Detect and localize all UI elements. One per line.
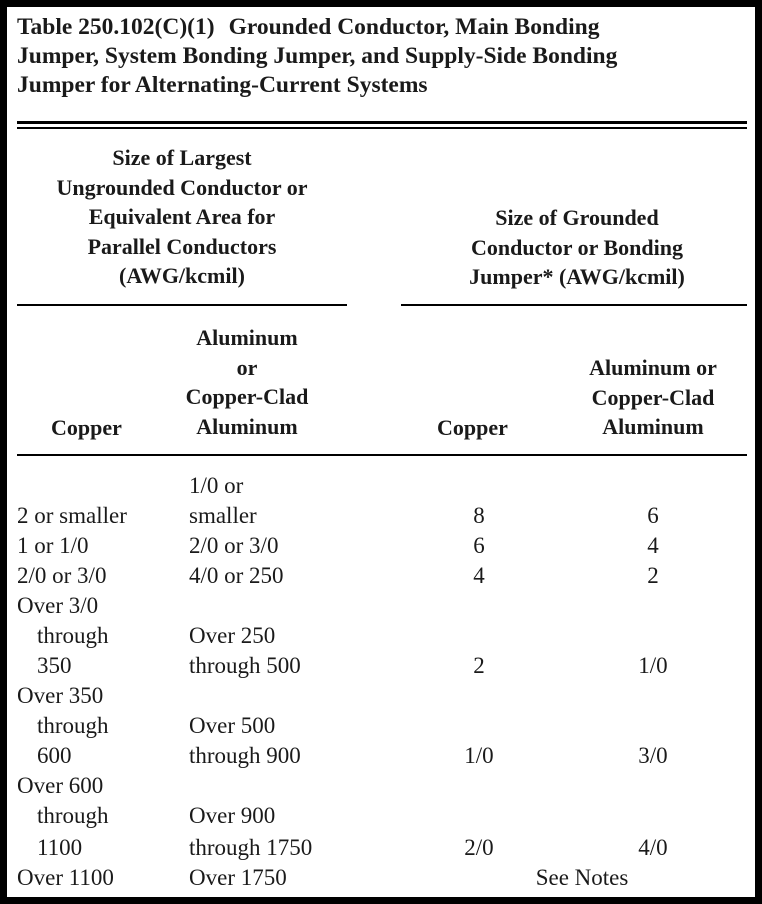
table-cell: 3/0 <box>638 743 668 768</box>
table-cell: Over 1750 <box>189 865 287 890</box>
table-cell: 4 <box>647 533 659 558</box>
col-header-line: Copper-Clad <box>185 384 309 409</box>
table-number: Table 250.102(C)(1) <box>17 14 215 40</box>
col-header-line: Copper-Clad <box>591 384 715 410</box>
table-cell: through 500 <box>189 653 301 678</box>
table-cell: Over 250 <box>189 623 276 648</box>
table-cell: 4 <box>473 563 485 588</box>
table-cell: 4/0 <box>638 835 668 860</box>
table-cell: 350 <box>37 653 72 678</box>
table-title <box>17 13 745 100</box>
table-cell: 1/0 <box>464 743 494 768</box>
table-cell: 8 <box>473 503 485 528</box>
table-cell: 2 or smaller <box>17 503 127 528</box>
table-cell: 2 <box>473 653 485 678</box>
table-cell: Over 1100 <box>17 865 114 890</box>
col-header-aluminum-ungrounded <box>177 323 317 441</box>
group-rule-left <box>17 304 347 306</box>
group-header-left-line: Equivalent Area for <box>88 204 276 229</box>
table-cell: 1 or 1/0 <box>17 533 89 558</box>
group-header-left-line: Parallel Conductors <box>87 233 277 259</box>
table-cell: Over 3/0 <box>17 593 99 618</box>
table-cell: smaller <box>189 503 257 528</box>
table-cell: 6 <box>647 503 659 528</box>
col-header-line: Aluminum <box>196 413 298 439</box>
table-cell: Over 600 <box>17 773 104 798</box>
table-cell: 4/0 or 250 <box>189 563 284 588</box>
table-cell: Over 500 <box>189 713 276 738</box>
table-cell: 1/0 or <box>189 473 244 498</box>
col-header-line: Aluminum <box>196 325 298 350</box>
table-cell: 1/0 <box>638 653 668 678</box>
see-notes-cell: See Notes <box>535 865 629 890</box>
table-cell: 1100 <box>37 835 83 860</box>
header-bottom-rule <box>17 454 747 456</box>
title-line-2: Jumper, System Bonding Jumper, and Supply-Side Bonding <box>17 43 618 69</box>
group-header-right-line: Conductor or Bonding <box>471 234 683 260</box>
title-line-3: Jumper for Alternating-Current Systems <box>17 72 428 98</box>
table-cell: through <box>37 623 109 648</box>
col-header-copper-ungrounded: Copper <box>51 415 122 440</box>
group-header-ungrounded <box>17 143 347 291</box>
col-header-line: Aluminum or <box>589 355 717 380</box>
group-header-left-line: Size of Largest <box>112 145 252 170</box>
table-cell: through <box>37 713 109 738</box>
col-header-line: or <box>236 354 258 380</box>
table-cell: 2/0 <box>464 835 494 860</box>
col-header-line: Aluminum <box>602 414 704 439</box>
title-line-1: Grounded Conductor, Main Bonding <box>228 14 600 40</box>
table-cell: 2/0 or 3/0 <box>17 563 107 588</box>
table-cell: through 1750 <box>189 835 313 860</box>
col-header-aluminum-grounded <box>567 353 739 442</box>
group-header-left-line: (AWG/kcmil) <box>119 263 245 288</box>
table-cell: 6 <box>473 533 485 558</box>
group-header-right-line: Jumper* (AWG/kcmil) <box>469 264 685 289</box>
table-cell: 2 <box>647 563 659 588</box>
group-header-left-line: Ungrounded Conductor or <box>56 174 308 200</box>
col-header-copper-grounded: Copper <box>437 415 508 440</box>
table-container <box>7 7 755 897</box>
table-cell: Over 900 <box>189 803 276 828</box>
table-cell: 600 <box>37 743 72 768</box>
double-rule-top <box>17 121 747 124</box>
group-header-right-line: Size of Grounded <box>495 205 659 230</box>
table-cell: 2/0 or 3/0 <box>189 533 279 558</box>
group-header-grounded <box>407 203 747 292</box>
table-cell: through <box>37 803 109 828</box>
table-cell: through 900 <box>189 743 301 768</box>
table-cell: Over 350 <box>17 683 104 708</box>
double-rule-bottom <box>17 127 747 129</box>
group-rule-right <box>401 304 747 306</box>
